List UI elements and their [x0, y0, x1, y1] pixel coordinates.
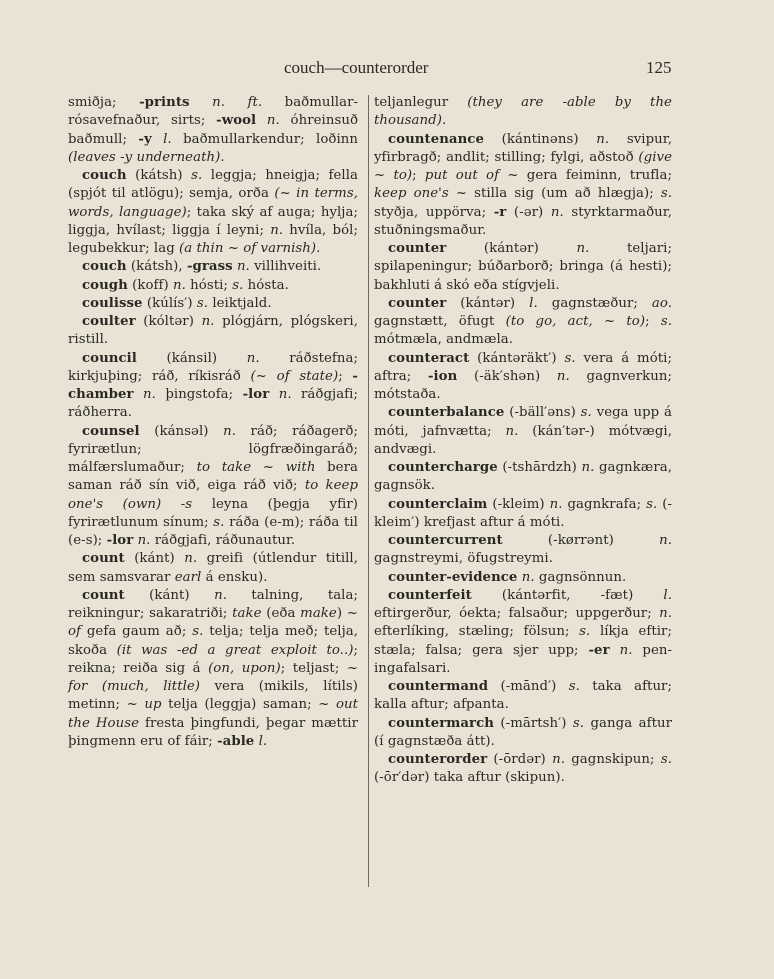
dictionary-entry: counter (kántər) l. gagnstæður; ao. gagnstætt, öfugt (to go, act, ~ to); s. mótmæla, andmæla. [374, 295, 672, 348]
dictionary-entry: count (kánt) n. talning, tala; reikningur; sakaratriði; take (eða make) ~ of gefa gaum að; s. telja; telja með; telja, skoða (it was -ed a great exploit to..); reikna; reiða sig á (on, upon); teljast; ~ for (much, little) vera (mikils, lítils) metinn; ~ up telja (leggja) saman; ~ out the House fresta þingfundi, þegar mættir þingmenn eru of fáir; -able l. [68, 587, 359, 749]
left-column [68, 94, 358, 751]
dictionary-entry: counterclaim (-kleim) n. gagnkrafa; s. (-kleim′) krefjast aftur á móti. [374, 496, 672, 530]
header-title: couch—counterorder [284, 58, 429, 77]
dictionary-entry: countenance (kántinəns) n. svipur, yfirbragð; andlit; stilling; fylgi, aðstoð (give ~ to); put out of ~ gera feiminn, trufla; keep one's ~ stilla sig (um að hlægja); s. styðja, uppörva; -r (-ər) n. styrktarmaður, stuðningsmaður. [374, 131, 672, 238]
dictionary-entry: counteract (kántəräkt′) s. vera á móti; aftra; -ion (-äk′shən) n. gagnverkun; mótstaða. [374, 350, 672, 402]
dictionary-entry: counterorder (-ōrdər) n. gagnskipun; s. (-ōr′dər) taka aftur (skipun). [374, 752, 672, 786]
column-divider [368, 95, 369, 887]
dictionary-entry: counterbalance (-bäll′əns) s. vega upp á móti, jafnvætta; n. (kán′tər-) mótvægi, andvægi. [374, 405, 672, 457]
dictionary-entry: counter (kántər) n. teljari; spilapeningur; búðarborð; bringa (á hesti); bakhluti á skó eða stígvjeli. [374, 241, 672, 293]
entry-continuation: teljanlegur (they are -able by the thousand). [374, 95, 672, 129]
dictionary-entry: counsel (kánsəl) n. ráð; ráðagerð; fyrirætlun; lögfræðingaráð; málfærslumaður; to take ~ with bera saman ráð sín við, eiga ráð við; to keep one's (own) -s leyna (þegja yfir) fyrirætlunum sínum; s. ráða (e-m); ráða til (e-s); -lor n. ráðgjafi, ráðunautur. [68, 423, 359, 548]
right-column [374, 94, 672, 788]
dictionary-entry: countermarch (-mārtsh′) s. ganga aftur (í gagnstæða átt). [374, 715, 672, 749]
running-header [0, 58, 774, 80]
dictionary-entry: coulisse (kúlís′) s. leiktjald. [82, 295, 272, 311]
entry-continuation: smiðja; -prints n. ft. baðmullarrósavefnaður, sirts; -wool n. óhreinsuð baðmull; -y l. baðmullarkendur; loðinn (leaves -y underneath). [68, 95, 358, 165]
dictionary-entry: count (kánt) n. greifi (útlendur titill, sem samsvarar earl á ensku). [68, 551, 358, 585]
dictionary-entry: counterfeit (kántərfit, -fæt) l. eftirgerður, óekta; falsaður; uppgerður; n. efterlíking, stæling; fölsun; s. líkja eftir; stæla; falsa; gera sjer upp; -er n. peningafalsari. [374, 587, 673, 676]
dictionary-entry: council (kánsil) n. ráðstefna; kirkjuþing; ráð, ríkisráð (~ of state); -chamber n. þingstofa; -lor n. ráðgjafi; ráðherra. [68, 350, 358, 421]
dictionary-entry: countercurrent (-kørrənt) n. gagnstreymi, öfugstreymi. [374, 533, 672, 567]
page-number: 125 [646, 58, 672, 77]
dictionary-entry: cough (koff) n. hósti; s. hósta. [82, 277, 289, 293]
dictionary-entry: countermand (-mānd′) s. taka aftur; kalla aftur; afpanta. [374, 679, 672, 713]
dictionary-entry: coulter (kóltər) n. plógjárn, plógskeri, ristill. [68, 314, 358, 348]
dictionary-entry: countercharge (-tshārdzh) n. gagnkæra, gagnsök. [374, 460, 672, 494]
dictionary-entry: couch (kátsh), -grass n. villihveiti. [82, 259, 322, 275]
dictionary-entry: couch (kátsh) s. leggja; hneigja; fella (spjót til atlögu); semja, orða (~ in terms, words, language); taka ský af auga; hylja; liggja, hvílast; liggja í leyni; n. hvíla, ból; legubekkur; lag (a thin ~ of varnish). [68, 168, 358, 256]
dictionary-entry: counter-evidence n. gagnsönnun. [388, 569, 627, 585]
